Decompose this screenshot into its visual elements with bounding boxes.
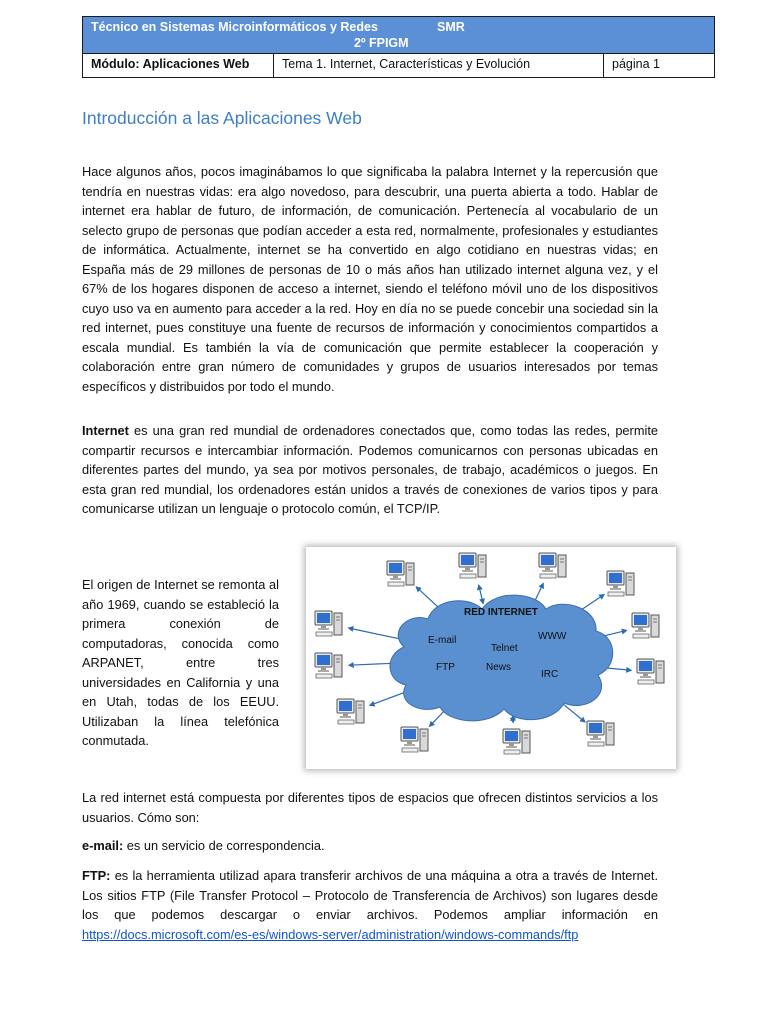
computer-icon — [337, 699, 364, 724]
service-news: News — [486, 662, 512, 673]
header-module: Módulo: Aplicaciones Web — [83, 54, 274, 77]
header-course: 2º FPIGM — [354, 36, 409, 50]
ftp-docs-link[interactable]: https://docs.microsoft.com/es-es/windows-server/administration/windows-commands/ftp — [82, 926, 579, 942]
header-banner — [83, 17, 714, 54]
service-irc: IRC — [541, 669, 559, 680]
internet-term: Internet — [82, 423, 129, 438]
computer-icon — [315, 611, 342, 636]
computer-icon — [459, 553, 486, 578]
service-ftp: FTP — [436, 662, 455, 673]
spaces-paragraph: La red internet está compuesta por diferentes tipos de espacios que ofrecen distintos servicios a los usuarios. Cómo son: — [82, 790, 658, 825]
computer-icon — [401, 727, 428, 752]
header-code: SMR — [437, 20, 465, 34]
cloud-title: RED INTERNET — [464, 607, 538, 618]
header-topic: Tema 1. Internet, Características y Evolución — [274, 54, 604, 77]
computer-icon — [315, 653, 342, 678]
email-definition: es un servicio de correspondencia. — [123, 838, 325, 853]
computer-icon — [387, 561, 414, 586]
computer-icon — [632, 613, 659, 638]
ftp-definition: es la herramienta utilizad apara transferir archivos de una máquina a otra a través de Internet. Los sitios FTP (File Transfer Protocol – Protocolo de Transferencia de Archivos) son lugares desde los que podemos descargar o enviar archivos. Podemos ampliar información en — [82, 868, 658, 922]
intro-paragraph: Hace algunos años, pocos imaginábamos lo que significaba la palabra Internet y la repercusión que tendría en nuestras vidas: era algo novedoso, para descubrir, una puerta abierta a todo. Hablar de internet era hablar de futuro, de información, de comunicación. Pertenecía al vocabulario de un selecto grupo de personas que podían acceder a esta red, normalmente, profesionales y estudiantes de informática. Actualmente, internet se ha convertido en algo cotidiano en nuestras vidas; en España más de 29 millones de personas de 10 o más años han utilizado internet alguna vez, y el 67% de los hogares disponen de acceso a internet, siendo el teléfono móvil uno de los dispositivos cuyo uso va en aumento para acceder a la red. Hoy en día no se puede concebir una sociedad sin la red internet, pues constituye una fuente de recursos de información y conocimientos compartidos a escala mundial. Es también la vía de comunicación que permite establecer la cooperación y colaboración entre gran número de comunidades y grupos de usuarios interesados por temas específicos y distribuidos por todo el mundo. — [82, 164, 658, 394]
ftp-term: FTP: — [82, 868, 111, 883]
header-page: página 1 — [612, 57, 660, 71]
header-info-row — [83, 54, 714, 77]
origin-paragraph: El origen de Internet se remonta al año 1969, cuando se estableció la primera conexión de computadoras, conocida como ARPANET, entre tres universidades en California y una en Utah, todas de los EEUU. Utilizaban la línea telefónica conmutada. — [82, 577, 279, 748]
service-www: WWW — [538, 631, 567, 642]
service-telnet: Telnet — [491, 643, 518, 654]
computer-icon — [503, 729, 530, 754]
internet-paragraph — [82, 421, 658, 519]
computer-icon — [637, 659, 664, 684]
connection-arrow — [479, 585, 483, 603]
document-header — [82, 16, 715, 78]
service-email: E-mail — [428, 635, 457, 646]
email-paragraph — [82, 836, 658, 856]
computer-icon — [539, 553, 566, 578]
computer-icon — [607, 571, 634, 596]
internet-definition: es una gran red mundial de ordenadores conectados que, como todas las redes, permite compartir recursos e intercambiar información. Podemos comunicarnos con personas ubicadas en diferentes partes del mundo, ya sea por motivos personales, de trabajo, académicos o juegos. En esta gran red mundial, los ordenadores están unidos a través de conexiones de varios tipos y para comunicarse utilizan un lenguaje o protocolo común, el TCP/IP. — [82, 423, 658, 516]
email-term: e-mail: — [82, 838, 124, 853]
section-heading: Introducción a las Aplicaciones Web — [82, 108, 362, 128]
network-diagram-svg — [306, 547, 676, 769]
computer-icon — [587, 721, 614, 746]
header-title: Técnico en Sistemas Microinformáticos y Redes — [91, 20, 378, 34]
ftp-paragraph — [82, 866, 658, 944]
network-diagram — [306, 547, 676, 769]
